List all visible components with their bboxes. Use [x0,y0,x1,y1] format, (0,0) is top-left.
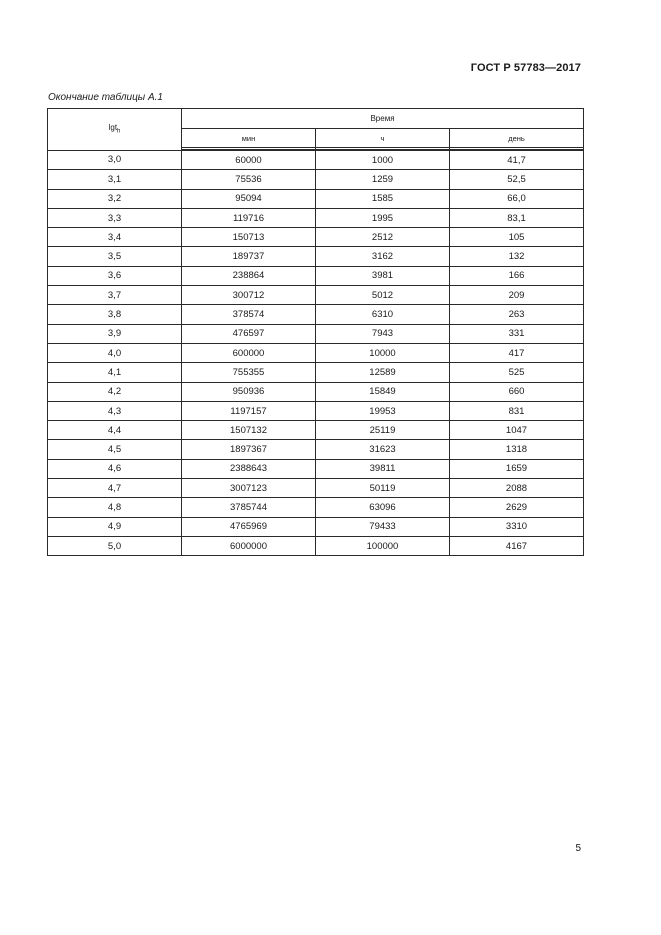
lg-value-cell: 4,8 [48,498,182,517]
days-cell: 132 [450,247,584,266]
minutes-cell: 476597 [182,324,316,343]
lg-value-cell: 3,9 [48,324,182,343]
table-row [48,401,584,420]
minutes-cell: 755355 [182,363,316,382]
minutes-cell: 600000 [182,343,316,362]
days-cell: 1047 [450,421,584,440]
minutes-cell: 300712 [182,286,316,305]
hours-cell: 15849 [316,382,450,401]
minutes-cell: 2388643 [182,459,316,478]
hours-cell: 100000 [316,536,450,555]
hours-cell: 7943 [316,324,450,343]
hours-cell: 3981 [316,266,450,285]
page-number: 5 [575,843,581,854]
hours-cell: 31623 [316,440,450,459]
lg-value-cell: 5,0 [48,536,182,555]
days-cell: 4167 [450,536,584,555]
lg-value-cell: 4,1 [48,363,182,382]
table-row [48,440,584,459]
minutes-cell: 6000000 [182,536,316,555]
days-cell: 263 [450,305,584,324]
table-row [48,536,584,555]
minutes-cell: 238864 [182,266,316,285]
days-cell: 83,1 [450,208,584,227]
time-group-header: Время [182,109,584,129]
table-row [48,479,584,498]
hours-cell: 1585 [316,189,450,208]
table-row [48,324,584,343]
hours-cell: 1000 [316,150,450,170]
hours-cell: 1259 [316,170,450,189]
days-cell: 1659 [450,459,584,478]
table-row [48,266,584,285]
hours-cell: 6310 [316,305,450,324]
minutes-cell: 189737 [182,247,316,266]
lg-value-cell: 3,1 [48,170,182,189]
minutes-cell: 1197157 [182,401,316,420]
lg-value-cell: 4,4 [48,421,182,440]
table-row [48,189,584,208]
table-row [48,421,584,440]
minutes-cell: 60000 [182,150,316,170]
hours-cell: 10000 [316,343,450,362]
days-cell: 525 [450,363,584,382]
table-body [48,150,584,556]
minutes-cell: 119716 [182,208,316,227]
table-row [48,150,584,170]
minutes-cell: 3007123 [182,479,316,498]
minutes-cell: 1897367 [182,440,316,459]
days-cell: 1318 [450,440,584,459]
days-cell: 3310 [450,517,584,536]
days-cell: 209 [450,286,584,305]
lg-value-cell: 4,9 [48,517,182,536]
minutes-cell: 950936 [182,382,316,401]
lg-value-cell: 4,0 [48,343,182,362]
days-cell: 331 [450,324,584,343]
minutes-cell: 95094 [182,189,316,208]
days-cell: 52,5 [450,170,584,189]
table-row [48,343,584,362]
lg-value-cell: 4,3 [48,401,182,420]
table-row [48,382,584,401]
table-caption: Окончание таблицы А.1 [48,92,163,103]
minutes-header: мин [182,129,316,148]
table-row [48,305,584,324]
hours-cell: 5012 [316,286,450,305]
lg-value-cell: 3,2 [48,189,182,208]
hours-cell: 1995 [316,208,450,227]
lg-value-cell: 3,8 [48,305,182,324]
table-row [48,208,584,227]
hours-cell: 79433 [316,517,450,536]
minutes-cell: 3785744 [182,498,316,517]
hours-cell: 50119 [316,479,450,498]
days-cell: 2629 [450,498,584,517]
hours-header: ч [316,129,450,148]
hours-cell: 39811 [316,459,450,478]
days-cell: 105 [450,228,584,247]
hours-cell: 12589 [316,363,450,382]
hours-cell: 25119 [316,421,450,440]
table-row [48,170,584,189]
lg-value-cell: 3,3 [48,208,182,227]
lg-value-cell: 3,0 [48,150,182,170]
hours-cell: 3162 [316,247,450,266]
hours-cell: 63096 [316,498,450,517]
table-row [48,363,584,382]
table-row [48,228,584,247]
days-cell: 66,0 [450,189,584,208]
hours-cell: 19953 [316,401,450,420]
minutes-cell: 150713 [182,228,316,247]
lg-value-cell: 3,5 [48,247,182,266]
table-row [48,498,584,517]
hours-cell: 2512 [316,228,450,247]
lg-value-cell: 4,7 [48,479,182,498]
document-id: ГОСТ Р 57783—2017 [470,62,581,74]
days-cell: 41,7 [450,150,584,170]
lg-value-cell: 3,7 [48,286,182,305]
days-cell: 2088 [450,479,584,498]
lg-value-cell: 4,5 [48,440,182,459]
days-cell: 660 [450,382,584,401]
lg-value-cell: 3,6 [48,266,182,285]
minutes-cell: 1507132 [182,421,316,440]
table-row [48,517,584,536]
lg-value-cell: 4,2 [48,382,182,401]
lg-value-cell: 4,6 [48,459,182,478]
table-row [48,247,584,266]
days-cell: 831 [450,401,584,420]
days-cell: 166 [450,266,584,285]
lg-value-cell: 3,4 [48,228,182,247]
minutes-cell: 75536 [182,170,316,189]
days-cell: 417 [450,343,584,362]
lg-column-header: lgt$_h$ [48,109,182,151]
data-table [47,108,584,556]
days-header: день [450,129,584,148]
table-row [48,459,584,478]
minutes-cell: 378574 [182,305,316,324]
table-row [48,286,584,305]
minutes-cell: 4765969 [182,517,316,536]
